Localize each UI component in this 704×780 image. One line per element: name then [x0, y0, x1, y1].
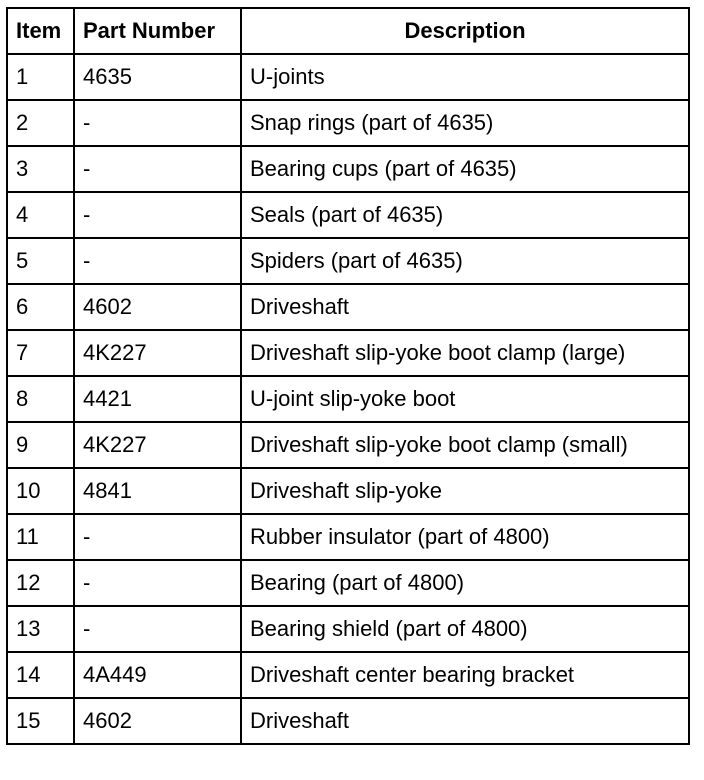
- cell-part-number: -: [74, 100, 241, 146]
- cell-item: 10: [7, 468, 74, 514]
- table-row: [7, 606, 689, 652]
- cell-item: 4: [7, 192, 74, 238]
- cell-part-number: 4A449: [74, 652, 241, 698]
- cell-description: Bearing cups (part of 4635): [241, 146, 689, 192]
- table-row: [7, 560, 689, 606]
- header-description: Description: [241, 8, 689, 54]
- cell-description: Rubber insulator (part of 4800): [241, 514, 689, 560]
- cell-description: U-joint slip-yoke boot: [241, 376, 689, 422]
- table-row: [7, 146, 689, 192]
- table-row: [7, 238, 689, 284]
- cell-description: Driveshaft: [241, 284, 689, 330]
- cell-part-number: 4K227: [74, 422, 241, 468]
- cell-part-number: -: [74, 192, 241, 238]
- cell-item: 13: [7, 606, 74, 652]
- cell-description: Bearing shield (part of 4800): [241, 606, 689, 652]
- cell-item: 15: [7, 698, 74, 744]
- table-row: [7, 514, 689, 560]
- cell-item: 14: [7, 652, 74, 698]
- cell-part-number: 4602: [74, 698, 241, 744]
- parts-table: [6, 7, 690, 745]
- cell-description: Bearing (part of 4800): [241, 560, 689, 606]
- table-row: [7, 422, 689, 468]
- table-row: [7, 468, 689, 514]
- cell-item: 9: [7, 422, 74, 468]
- cell-part-number: -: [74, 238, 241, 284]
- cell-item: 1: [7, 54, 74, 100]
- cell-part-number: 4841: [74, 468, 241, 514]
- cell-part-number: -: [74, 560, 241, 606]
- header-item: Item: [7, 8, 74, 54]
- cell-part-number: 4635: [74, 54, 241, 100]
- cell-description: Driveshaft center bearing bracket: [241, 652, 689, 698]
- cell-description: Driveshaft: [241, 698, 689, 744]
- cell-description: Spiders (part of 4635): [241, 238, 689, 284]
- table-row: [7, 284, 689, 330]
- cell-item: 6: [7, 284, 74, 330]
- cell-description: Driveshaft slip-yoke boot clamp (large): [241, 330, 689, 376]
- cell-item: 7: [7, 330, 74, 376]
- cell-item: 2: [7, 100, 74, 146]
- cell-item: 12: [7, 560, 74, 606]
- table-row: [7, 652, 689, 698]
- table-row: [7, 54, 689, 100]
- cell-part-number: 4602: [74, 284, 241, 330]
- cell-part-number: -: [74, 514, 241, 560]
- table-row: [7, 698, 689, 744]
- table-row: [7, 192, 689, 238]
- cell-part-number: -: [74, 606, 241, 652]
- cell-item: 5: [7, 238, 74, 284]
- cell-description: Driveshaft slip-yoke: [241, 468, 689, 514]
- cell-part-number: 4K227: [74, 330, 241, 376]
- table-row: [7, 330, 689, 376]
- cell-part-number: -: [74, 146, 241, 192]
- cell-item: 11: [7, 514, 74, 560]
- table-row: [7, 376, 689, 422]
- table-row: [7, 100, 689, 146]
- header-row: [7, 8, 689, 54]
- table-header: [7, 8, 689, 54]
- header-part-number: Part Number: [74, 8, 241, 54]
- cell-part-number: 4421: [74, 376, 241, 422]
- cell-item: 8: [7, 376, 74, 422]
- cell-item: 3: [7, 146, 74, 192]
- cell-description: Snap rings (part of 4635): [241, 100, 689, 146]
- table-body: [7, 54, 689, 744]
- cell-description: Driveshaft slip-yoke boot clamp (small): [241, 422, 689, 468]
- cell-description: U-joints: [241, 54, 689, 100]
- cell-description: Seals (part of 4635): [241, 192, 689, 238]
